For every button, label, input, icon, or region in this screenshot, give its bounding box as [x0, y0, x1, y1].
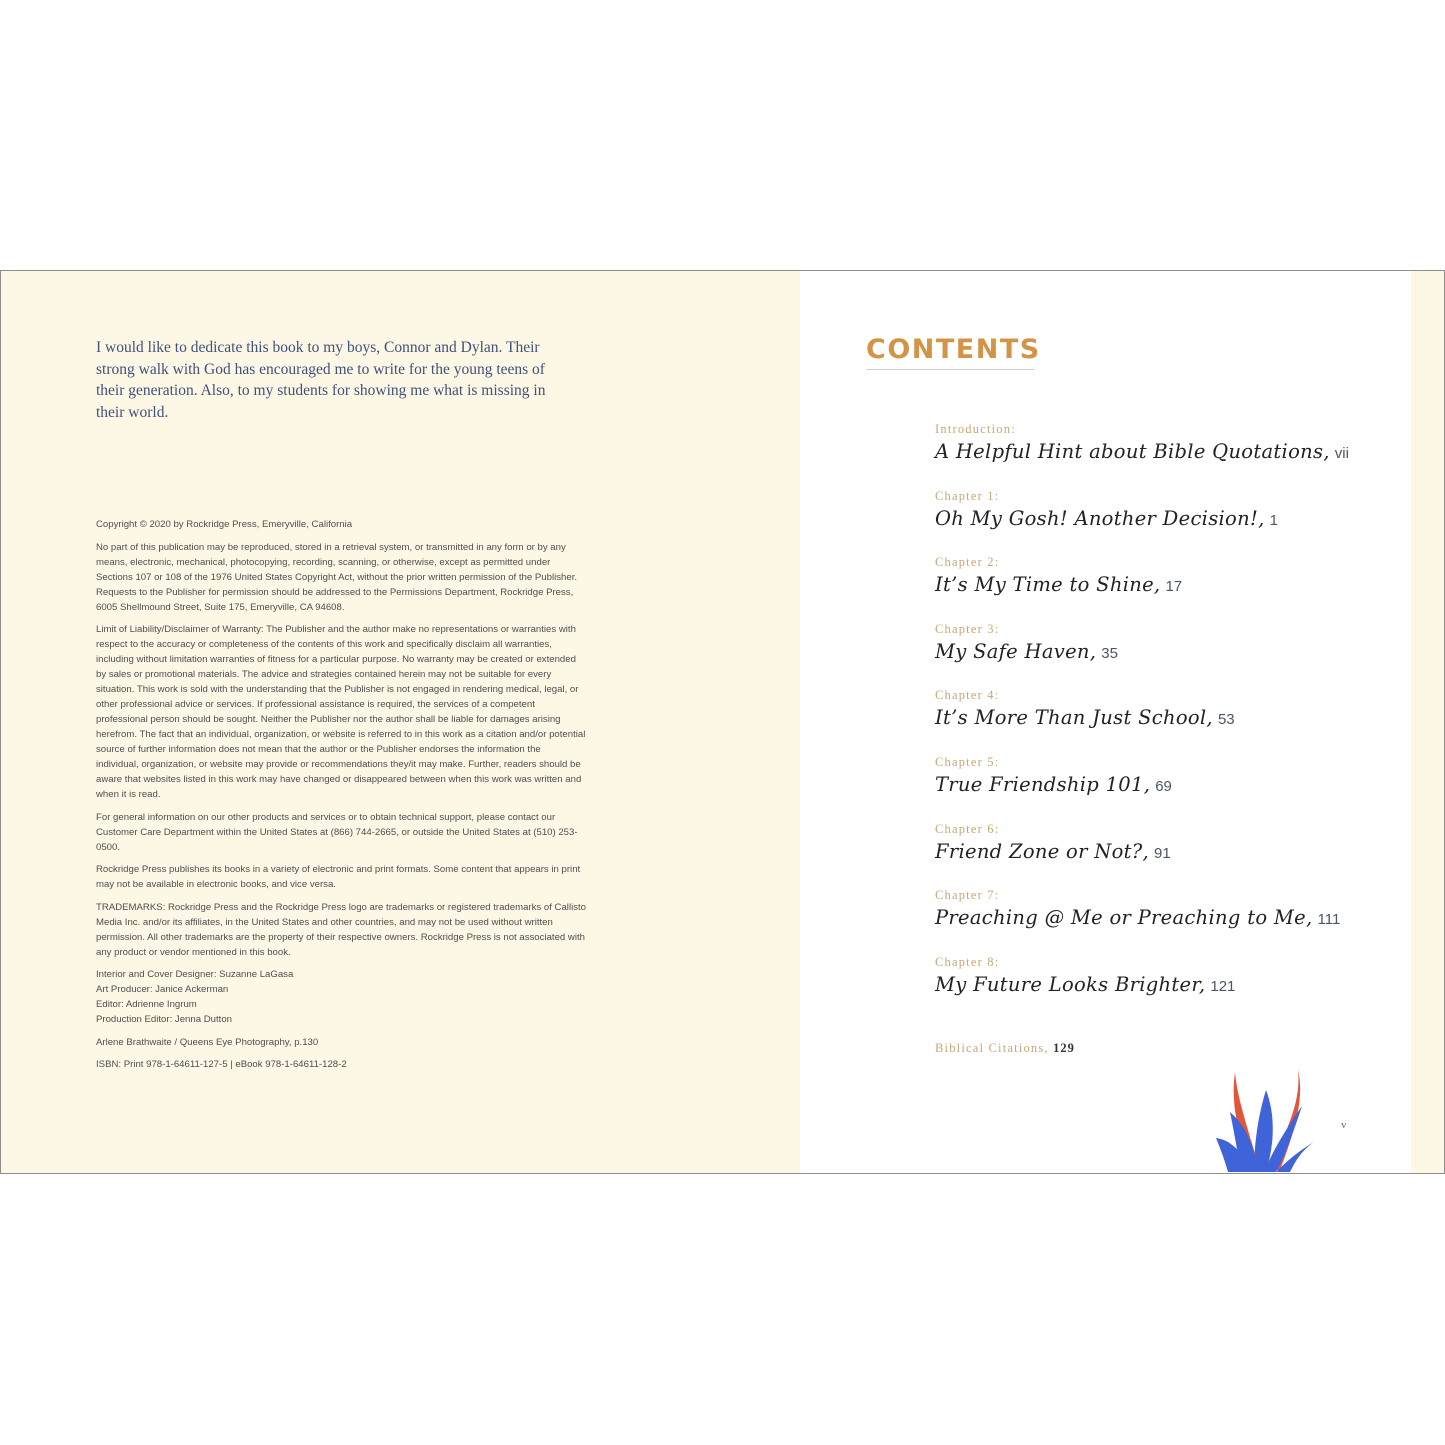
credit-line: Interior and Cover Designer: Suzanne LaGasa	[96, 969, 294, 980]
toc-title: Friend Zone or Not?,	[935, 839, 1150, 863]
rights-paragraph: No part of this publication may be reproduced, stored in a retrieval system, or transmitted in any form or by any means, electronic, mechanical, photocopying, recording, scanning, or otherwise, except as permitted under Sections 107 or 108 of the 1976 United States Copyright Act, without the prior written permission of the Publisher. Requests to the Publisher for permission should be addressed to the Permissions Department, Rockridge Press, 6005 Shellmound Street, Suite 175, Emeryville, CA 94608.	[96, 541, 578, 613]
toc-entry-chapter-3[interactable]	[935, 622, 1375, 689]
toc-entry-chapter-5[interactable]	[935, 755, 1375, 822]
photo-credit: Arlene Brathwaite / Queens Eye Photography, p.130	[96, 1036, 319, 1048]
trademarks-paragraph: TRADEMARKS: Rockridge Press and the Rockridge Press logo are trademarks or registered trademarks of Callisto Media Inc. and/or its affiliates, in the United States and other countries, and may not be used without written permission. All other trademarks are the property of their respective owners. Rockridge Press is not associated with any product or vendor mentioned in this book.	[96, 901, 587, 958]
toc-entry-chapter-2[interactable]	[935, 555, 1375, 622]
toc-page-number: 17	[1165, 578, 1183, 596]
liability-paragraph: Limit of Liability/Disclaimer of Warranty: The Publisher and the author make no representations or warranties with respect to the accuracy or completeness of the contents of this work and specifically disclaim all warranties, including without limitation warranties of fitness for a particular purpose. No warranty may be created or extended by sales or promotional materials. The advice and strategies contained herein may not be suitable for every situation. This work is sold with the understanding that the Publisher is not engaged in rendering medical, legal, or other professional advice or services. If professional assistance is required, the services of a competent professional person should be sought. Neither the Publisher nor the author shall be liable for damages arising herefrom. The fact that an individual, organization, or website is referred to in this work as a citation and/or potential source of further information does not mean that the author or the Publisher endorses the information the individual, organization, or website may provide or recommendations they/it may make. Further, readers should be aware that websites listed in this work may have changed or disappeared between when this work was written and when it is read.	[96, 624, 586, 800]
page-number: v	[1341, 1119, 1347, 1131]
toc-title: It’s More Than Just School,	[935, 706, 1213, 730]
copyright-line: Copyright © 2020 by Rockridge Press, Emeryville, California	[96, 519, 353, 530]
toc-page-number: vii	[1334, 445, 1349, 462]
toc-entry-chapter-7[interactable]	[935, 888, 1375, 955]
toc-label: Chapter 8:	[935, 954, 1000, 969]
toc-page-number: 69	[1155, 777, 1172, 795]
toc-title: It’s My Time to Shine,	[935, 573, 1161, 597]
credit-line: Editor: Adrienne Ingrum	[96, 999, 197, 1010]
toc-entry-chapter-8[interactable]	[935, 955, 1375, 1022]
page-edge-strip	[1411, 271, 1444, 1173]
toc-title: True Friendship 101,	[935, 772, 1151, 796]
toc-page-number: 129	[1053, 1041, 1075, 1055]
contents-underline	[866, 369, 1034, 370]
toc-label: Chapter 3:	[935, 621, 1000, 636]
contents-heading: CONTENTS	[866, 334, 1041, 365]
toc-label: Chapter 4:	[935, 688, 1000, 703]
toc-page-number: 1	[1269, 511, 1278, 529]
toc-label: Chapter 1:	[935, 488, 1000, 503]
credit-line: Production Editor: Jenna Dutton	[96, 1014, 232, 1025]
toc-label: Biblical Citations,	[935, 1041, 1049, 1055]
dedication-text: I would like to dedicate this book to my boys, Connor and Dylan. Their strong walk with God has encouraged me to write for the young teens of their generation. Also, to my students for showing me what is missing in their world.	[96, 339, 546, 421]
copyright-page	[1, 271, 800, 1173]
toc-title: My Future Looks Brighter,	[935, 972, 1206, 996]
toc-label: Chapter 5:	[935, 754, 1000, 769]
toc-label: Chapter 6:	[935, 821, 1000, 836]
toc-title: A Helpful Hint about Bible Quotations,	[935, 440, 1330, 463]
toc-label: Chapter 7:	[935, 888, 1000, 903]
toc-label: Introduction:	[935, 422, 1016, 436]
toc-page-number: 111	[1317, 911, 1341, 929]
isbn-line: ISBN: Print 978-1-64611-127-5 | eBook 978-1-64611-128-2	[96, 1059, 347, 1070]
formats-paragraph: Rockridge Press publishes its books in a variety of electronic and print formats. Some content that appears in print may not be available in electronic books, and vice versa.	[96, 864, 581, 890]
toc-page-number: 35	[1101, 644, 1118, 662]
credits-list	[96, 967, 586, 1027]
support-paragraph: For general information on our other products and services or to obtain technical support, please contact our Customer Care Department within the United States at (866) 744-2665, or outside the United States at (510) 253-0500.	[96, 811, 578, 853]
toc-title: My Safe Haven,	[935, 639, 1097, 663]
toc-page-number: 91	[1154, 844, 1171, 862]
toc-page-number: 121	[1210, 977, 1236, 995]
plant-illustration	[1210, 1068, 1316, 1172]
toc-label: Chapter 2:	[935, 555, 1000, 570]
toc-title: Preaching @ Me or Preaching to Me,	[935, 906, 1313, 930]
toc-page-number: 53	[1217, 711, 1235, 729]
copyright-block	[96, 517, 586, 1080]
credit-line: Art Producer: Janice Ackerman	[96, 984, 229, 995]
toc-entry-chapter-6[interactable]	[935, 822, 1375, 889]
toc-entry-chapter-4[interactable]	[935, 688, 1375, 755]
toc-entry-chapter-1[interactable]	[935, 489, 1375, 556]
table-of-contents	[935, 422, 1375, 1021]
toc-entry-introduction[interactable]	[935, 422, 1375, 489]
toc-title: Oh My Gosh! Another Decision!,	[935, 506, 1265, 530]
toc-entry-biblical-citations[interactable]	[935, 1041, 1075, 1056]
